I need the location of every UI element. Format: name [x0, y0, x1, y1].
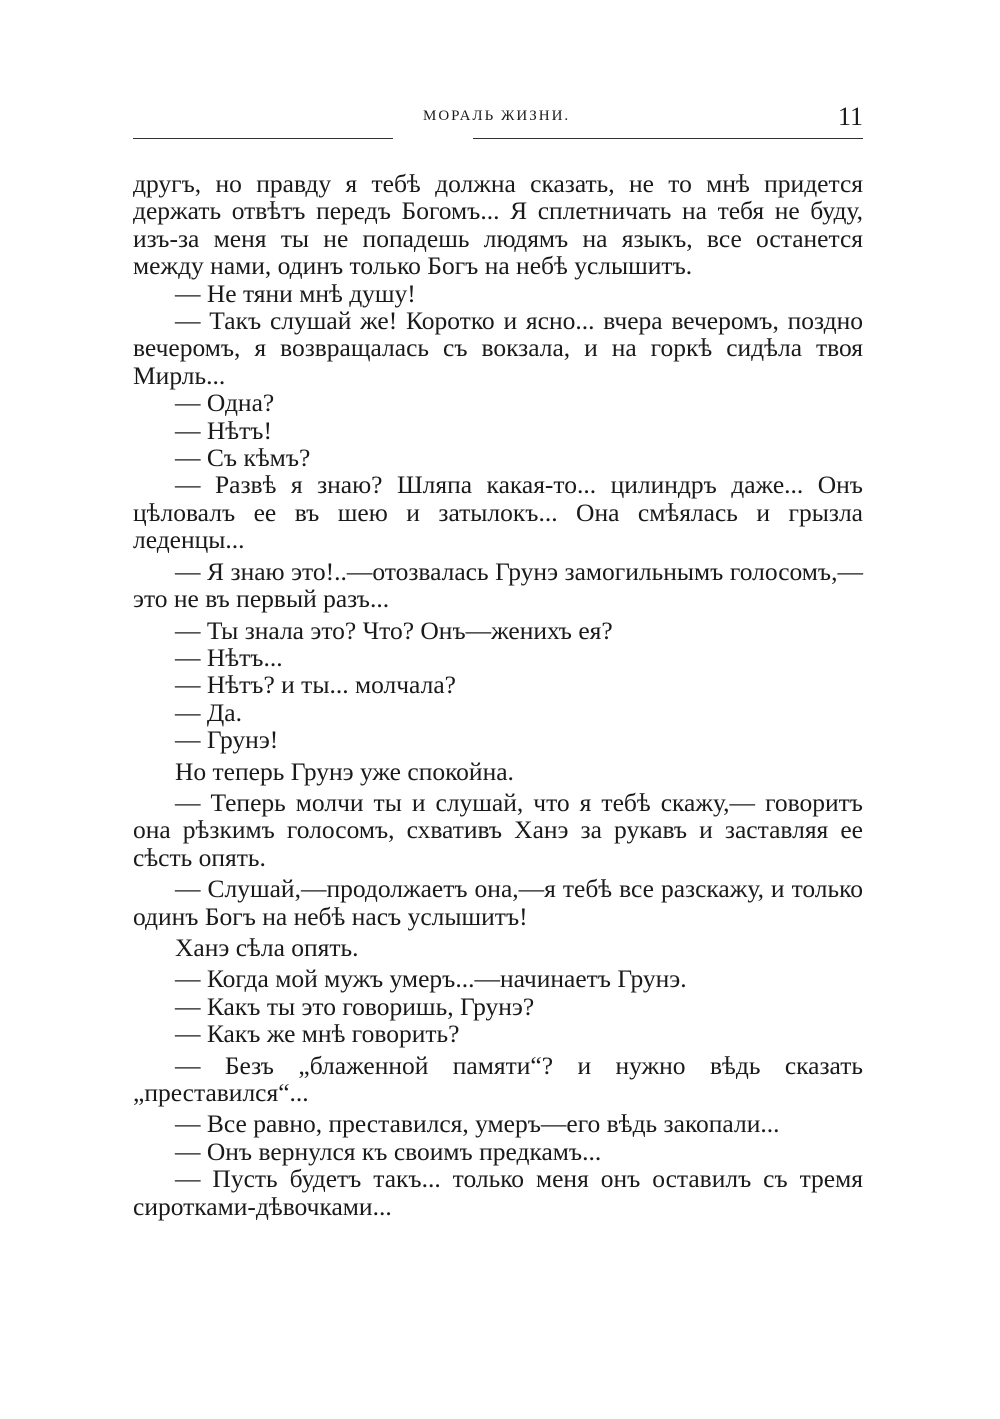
paragraph: — Развѣ я знаю? Шляпа какая-то... цилиндръ даже... Онъ цѣловалъ ее въ шею и затылокъ... Она смѣялась и грызла леденцы... — [133, 470, 863, 555]
header-rule-right — [473, 138, 863, 139]
paragraph: — Какъ же мнѣ говорить? — [175, 1019, 460, 1049]
paragraph: — Нѣтъ! — [175, 415, 272, 445]
paragraph: Но теперь Грунэ уже спокойна. — [175, 756, 514, 786]
paragraph: — Безъ „блаженной памяти“? и нужно вѣдь сказать „преставился“... — [133, 1050, 863, 1107]
paragraph: — Пусть будетъ такъ... только меня онъ оставилъ съ тремя сиротками-дѣвочками... — [133, 1164, 863, 1221]
paragraph: — Одна? — [175, 388, 275, 418]
paragraph: — Когда мой мужъ умеръ...—начинаетъ Грунэ. — [175, 964, 687, 994]
body-text — [133, 170, 863, 1220]
page-number: 11 — [837, 102, 863, 131]
page-header — [133, 104, 863, 144]
paragraph: — Слушай,—продолжаетъ она,—я тебѣ все разскажу, и только одинъ Богъ на небѣ насъ услышитъ! — [133, 874, 863, 931]
paragraph: — Такъ слушай же! Коротко и ясно... вчера вечеромъ, поздно вечеромъ, я возвращалась съ вокзала, и на горкѣ сидѣла твоя Мирль... — [133, 306, 863, 390]
paragraph: — Съ кѣмъ? — [175, 443, 311, 473]
paragraph: — Ты знала это? Что? Онъ—женихъ ея? — [175, 615, 613, 645]
running-title: МОРАЛЬ ЖИЗНИ. — [423, 108, 571, 124]
paragraph: другъ, но правду я тебѣ должна сказать, не то мнѣ придется держать отвѣтъ передъ Богомъ... Я сплетничать на тебя не буду, изъ-за меня ты не попадешь людямъ на языкъ, все останется между нами, одинъ только Богъ на небѣ услышитъ. — [133, 169, 863, 281]
paragraph: — Какъ ты это говоришь, Грунэ? — [175, 991, 535, 1021]
paragraph: — Все равно, преставился, умеръ—его вѣдь закопали... — [175, 1109, 780, 1139]
paragraph: — Теперь молчи ты и слушай, что я тебѣ скажу,— говоритъ она рѣзкимъ голосомъ, схвативъ Ханэ за рукавъ и заставляя ее сѣсть опять. — [133, 787, 863, 872]
paragraph: — Да. — [175, 697, 242, 727]
header-rule-left — [133, 138, 393, 139]
paragraph: — Нѣтъ... — [175, 642, 283, 672]
paragraph: — Грунэ! — [175, 725, 279, 755]
paragraph: — Нѣтъ? и ты... молчала? — [175, 670, 456, 700]
paragraph: — Не тяни мнѣ душу! — [175, 278, 416, 308]
paragraph: — Онъ вернулся къ своимъ предкамъ... — [175, 1136, 602, 1166]
paragraph: — Я знаю это!..—отозвалась Грунэ замогильнымъ голосомъ,—это не въ первый разъ... — [133, 556, 863, 614]
paragraph: Ханэ сѣла опять. — [175, 932, 359, 962]
